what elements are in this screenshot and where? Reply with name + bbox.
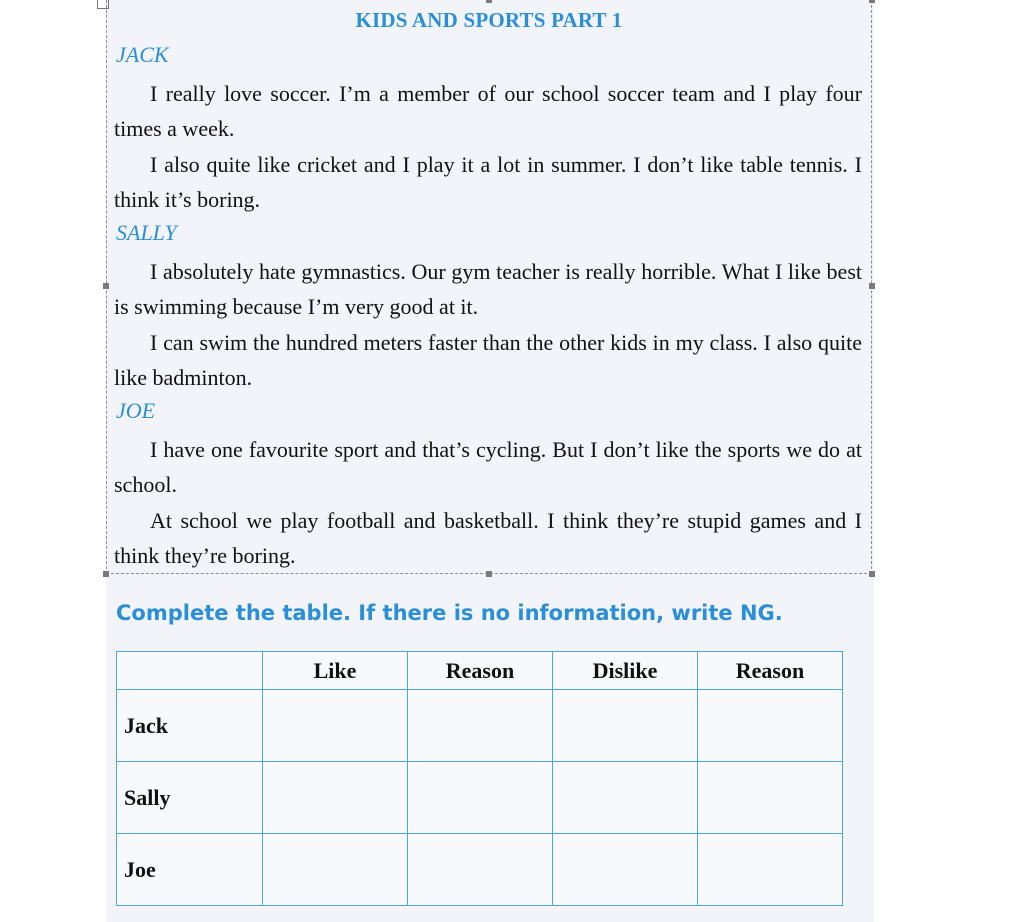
answer-cell[interactable] (408, 834, 553, 906)
exercise-instruction: Complete the table. If there is no information, write NG. (116, 601, 783, 625)
resize-handle-bottom-right[interactable] (869, 571, 875, 577)
row-label-sally: Sally (117, 762, 263, 834)
table-header-row (117, 652, 843, 690)
table-row (117, 690, 843, 762)
joe-paragraph-2: At school we play football and basketball. I think they’re stupid games and I think they’re boring. (114, 508, 862, 568)
answer-cell[interactable] (263, 834, 408, 906)
jack-paragraph-2: I also quite like cricket and I play it a lot in summer. I don’t like table tennis. I think it’s boring. (114, 152, 862, 212)
sally-paragraph-2: I can swim the hundred meters faster than the other kids in my class. I also quite like badminton. (114, 330, 862, 390)
section-name-sally: SALLY (116, 220, 177, 245)
answer-cell[interactable] (263, 690, 408, 762)
answer-cell[interactable] (698, 762, 843, 834)
table-row (117, 762, 843, 834)
row-label-jack: Jack (117, 690, 263, 762)
resize-handle-right[interactable] (869, 283, 875, 289)
document-title: KIDS AND SPORTS PART 1 (355, 8, 623, 32)
answer-table (116, 651, 843, 906)
table-header-cell: Reason (408, 652, 553, 690)
answer-cell[interactable] (553, 690, 698, 762)
answer-cell[interactable] (553, 834, 698, 906)
sally-paragraph-1: I absolutely hate gymnastics. Our gym teacher is really horrible. What I like best is swimming because I’m very good at it. (114, 259, 862, 319)
joe-paragraph-1: I have one favourite sport and that’s cycling. But I don’t like the sports we do at school. (114, 437, 862, 497)
row-label-joe: Joe (117, 834, 263, 906)
table-row (117, 834, 843, 906)
answer-cell[interactable] (553, 762, 698, 834)
section-name-jack: JACK (116, 42, 169, 67)
answer-cell[interactable] (408, 690, 553, 762)
resize-handle-left[interactable] (103, 283, 109, 289)
table-header-cell: Dislike (553, 652, 698, 690)
answer-cell[interactable] (698, 834, 843, 906)
answer-cell[interactable] (263, 762, 408, 834)
table-header-cell: Reason (698, 652, 843, 690)
answer-cell[interactable] (698, 690, 843, 762)
table-header-cell: Like (263, 652, 408, 690)
resize-handle-top[interactable] (486, 0, 492, 3)
resize-handle-bottom-left[interactable] (103, 571, 109, 577)
answer-cell[interactable] (408, 762, 553, 834)
table-header-cell (117, 652, 263, 690)
section-name-joe: JOE (116, 398, 156, 423)
resize-handle-top-right[interactable] (869, 0, 875, 3)
jack-paragraph-1: I really love soccer. I’m a member of our school soccer team and I play four times a week. (114, 81, 862, 141)
